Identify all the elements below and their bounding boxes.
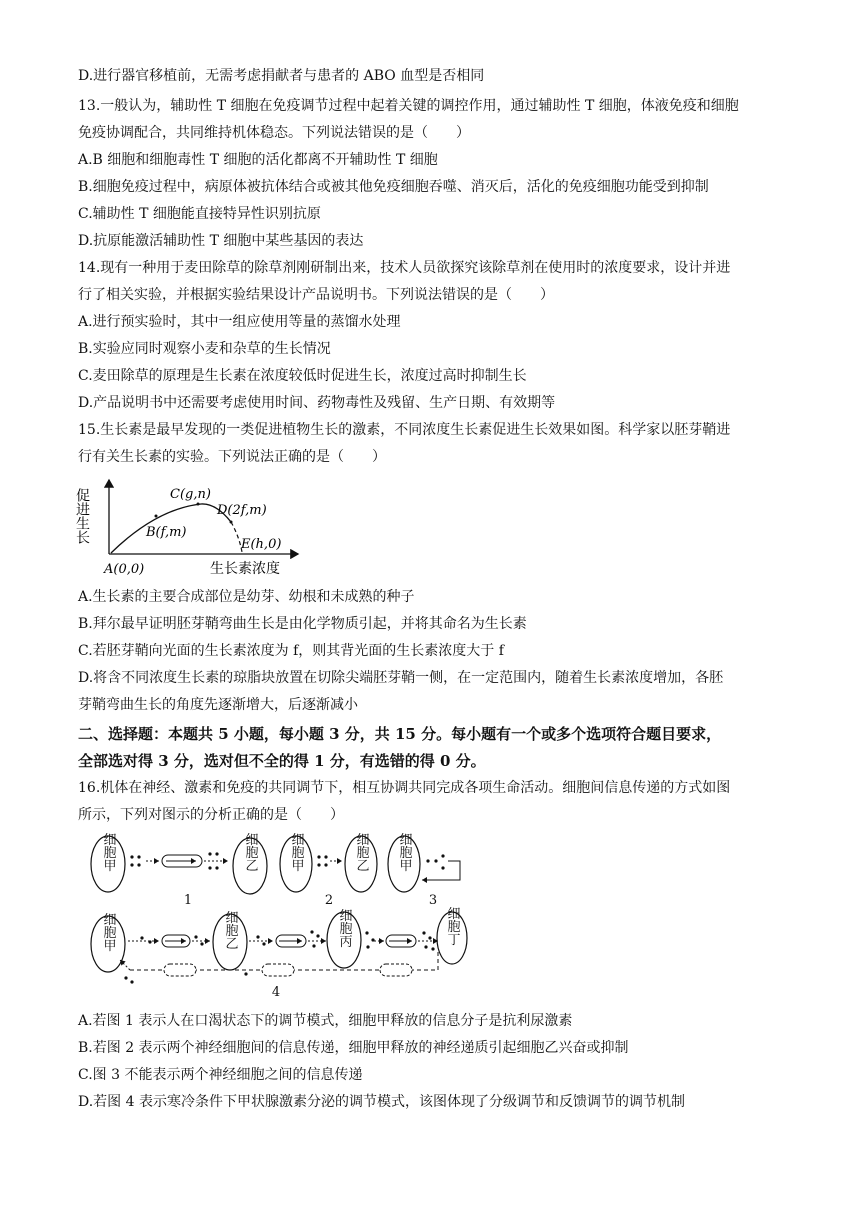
q15-stem-line1: 15.生长素是最早发现的一类促进植物生长的激素，不同浓度生长素促进生长效果如图。科学家以胚芽鞘进 [78, 422, 731, 438]
q14-stem-line2: 行了相关实验，并根据实验结果设计产品说明书。下列说法错误的是（ ） [78, 287, 554, 303]
fig1-signal-dots-left [130, 855, 140, 866]
fig3-signal-dots [426, 854, 444, 869]
point-b-marker [155, 515, 158, 518]
fig4-feedback-vessel-3 [380, 964, 412, 976]
q15-option-c: C.若胚芽鞘向光面的生长素浓度为 f，则其背光面的生长素浓度大于 f [78, 643, 504, 659]
section-2-heading-line2: 全部选对得 3 分，选对但不全的得 1 分，有选错的得 0 分。 [78, 752, 486, 770]
q13-option-d: D.抗原能激活辅助性 T 细胞中某些基因的表达 [78, 233, 364, 249]
q16-option-c: C.图 3 不能表示两个神经细胞之间的信息传递 [78, 1067, 363, 1083]
fig2-signal-dots [317, 855, 327, 866]
q16-option-b: B.若图 2 表示两个神经细胞间的信息传递，细胞甲释放的神经递质引起细胞乙兴奋或抑制 [78, 1040, 629, 1056]
q16-stem-line1: 16.机体在神经、激素和免疫的共同调节下，相互协调共同完成各项生命活动。细胞间信息传递的方式如图 [78, 780, 731, 796]
fig3-feedback-arrow [422, 861, 460, 880]
fig3-cell-jia-label: 细胞甲 [396, 832, 412, 872]
q12-option-d: D.进行器官移植前，无需考虑捐献者与患者的 ABO 血型是否相同 [78, 68, 485, 84]
point-c-marker [197, 503, 200, 506]
q13-option-c: C.辅助性 T 细胞能直接特异性识别抗原 [78, 206, 321, 222]
point-c-label: C(g,n) [170, 487, 211, 502]
growth-curve-figure [76, 474, 306, 582]
q13-stem-line2: 免疫协调配合，共同维持机体稳态。下列说法错误的是（ ） [78, 125, 470, 141]
fig4-feedback-vessel-1 [164, 964, 196, 976]
point-b-label: B(f,m) [146, 525, 187, 540]
q13-stem-line1: 13.一般认为，辅助性 T 细胞在免疫调节过程中起着关键的调控作用，通过辅助性 T 细胞，体液免疫和细胞 [78, 98, 739, 114]
q15-option-b: B.拜尔最早证明胚芽鞘弯曲生长是由化学物质引起，并将其命名为生长素 [78, 616, 527, 632]
fig4-feedback-vessel-2 [262, 964, 294, 976]
x-axis-label: 生长素浓度 [210, 561, 280, 577]
fig2-cell-jia-label: 细胞甲 [288, 832, 304, 872]
fig4-signal-dots-6 [422, 931, 434, 950]
fig3-number: 3 [428, 893, 438, 908]
fig2-cell-yi-label: 细胞乙 [353, 832, 369, 872]
point-d-marker [230, 521, 233, 524]
point-a-label: A(0,0) [104, 562, 145, 577]
point-d-label: D(2f,m) [217, 503, 267, 518]
q14-stem-line1: 14.现有一种用于麦田除草的除草剂刚研制出来，技术人员欲探究该除草剂在使用时的浓度要求，设计并进 [78, 260, 731, 276]
q16-stem-line2: 所示，下列对图示的分析正确的是（ ） [78, 807, 344, 823]
fig1-cell-yi-label: 细胞乙 [242, 832, 258, 872]
fig4-number: 4 [271, 985, 281, 1000]
q16-option-d: D.若图 4 表示寒冷条件下甲状腺激素分泌的调节模式，该图体现了分级调节和反馈调节的调节机制 [78, 1094, 685, 1110]
fig4-cell-bing-label: 细胞丙 [336, 908, 352, 948]
q14-option-d: D.产品说明书中还需要考虑使用时间、药物毒性及残留、生产日期、有效期等 [78, 395, 556, 411]
q14-option-c: C.麦田除草的原理是生长素在浓度较低时促进生长，浓度过高时抑制生长 [78, 368, 527, 384]
q14-option-a: A.进行预实验时，其中一组应使用等量的蒸馏水处理 [78, 314, 401, 330]
q15-option-d-line2: 芽鞘弯曲生长的角度先逐渐增大，后逐渐减小 [78, 697, 358, 713]
fig1-cell-jia-label: 细胞甲 [100, 832, 116, 872]
q14-option-b: B.实验应同时观察小麦和杂草的生长情况 [78, 341, 331, 357]
cell-signaling-diagram [86, 830, 476, 1006]
q13-option-b: B.细胞免疫过程中，病原体被抗体结合或被其他免疫细胞吞噬、消灭后，活化的免疫细胞功能受到抑制 [78, 179, 709, 195]
fig4-signal-dots-2 [194, 935, 203, 945]
fig4-signal-dots-5 [365, 931, 374, 948]
section-2-heading-line1: 二、选择题：本题共 5 小题，每小题 3 分，共 15 分。每小题有一个或多个选项符合题目要求， [78, 725, 722, 743]
fig4-signal-dots-1 [140, 936, 151, 943]
fig4-cell-yi-label: 细胞乙 [222, 910, 238, 950]
fig4-signal-dots-4 [310, 930, 319, 947]
point-e-label: E(h,0) [241, 537, 282, 552]
fig4-feedback-to-jia [120, 960, 130, 970]
y-axis-label: 促进生长 [74, 488, 90, 544]
q13-option-a: A.B 细胞和细胞毒性 T 细胞的活化都离不开辅助性 T 细胞 [78, 152, 438, 168]
fig4-cell-jia-label: 细胞甲 [100, 912, 116, 952]
fig2-number: 2 [324, 893, 334, 908]
q15-option-d-line1: D.将含不同浓度生长素的琼脂块放置在切除尖端胚芽鞘一侧，在一定范围内，随着生长素浓度增加，各胚 [78, 670, 724, 686]
q15-option-a: A.生长素的主要合成部位是幼芽、幼根和未成熟的种子 [78, 589, 415, 605]
fig4-cell-ding-label: 细胞丁 [444, 906, 460, 946]
q16-option-a: A.若图 1 表示人在口渴状态下的调节模式，细胞甲释放的信息分子是抗利尿激素 [78, 1013, 573, 1029]
q15-stem-line2: 行有关生长素的实验。下列说法正确的是（ ） [78, 449, 386, 465]
fig1-number: 1 [183, 893, 193, 908]
